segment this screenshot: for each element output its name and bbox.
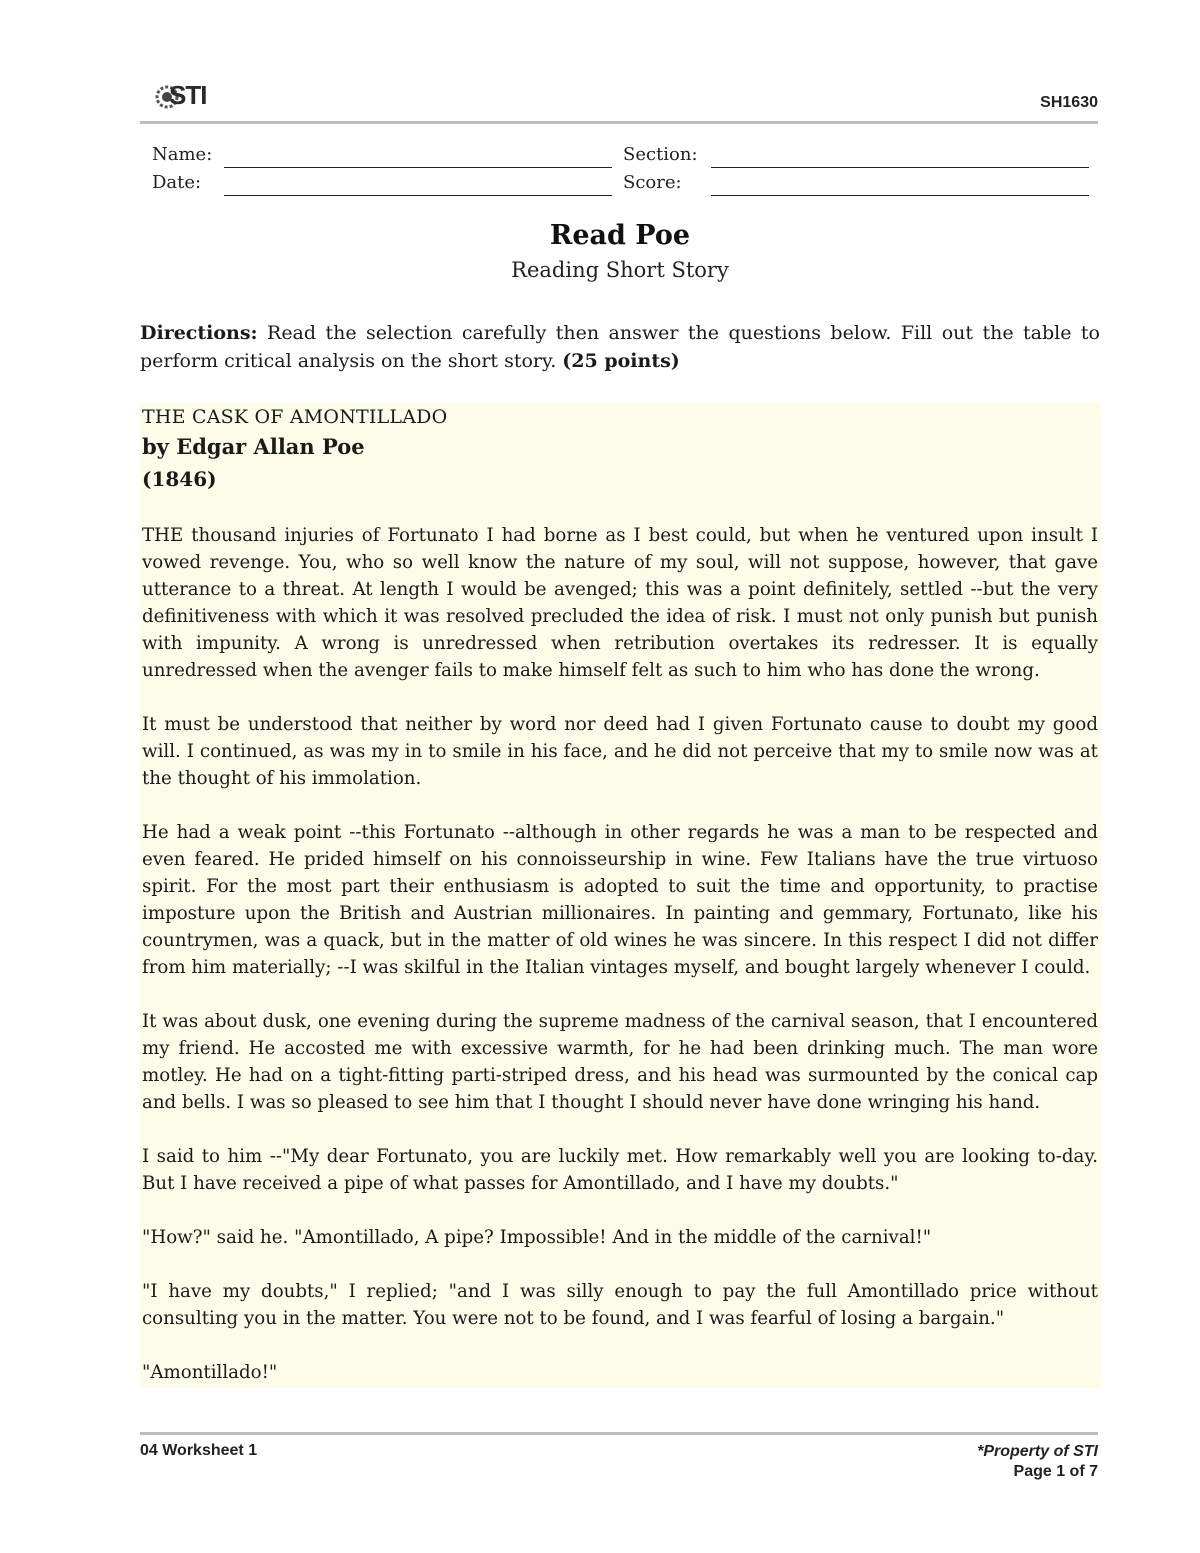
story-paragraph: It was about dusk, one evening during the supreme madness of the carnival season, that I encountered my friend. He accosted me with excessive warmth, for he had been drinking much. The man wore motley. He had on a tight-fitting parti-striped dress, and his head was surmounted by the conical cap and bells. I was so pleased to see him that I thought I should never have done wringing his hand. [142, 1011, 1098, 1113]
logo-text: STI [169, 80, 207, 110]
name-label: Name: [152, 144, 213, 165]
footer-right [977, 1442, 1098, 1482]
directions-text: Read the selection carefully then answer the questions below. Fill out the table to perform critical analysis on the short story. [140, 322, 1100, 372]
score-field[interactable] [711, 195, 1089, 196]
page-title: Read Poe [549, 220, 691, 251]
story-author: by Edgar Allan Poe [142, 434, 365, 459]
story-paragraph: "I have my doubts," I replied; "and I was silly enough to pay the full Amontillado price without consulting you in the matter. You were not to be found, and I was fearful of losing a bargain." [142, 1281, 1098, 1329]
header-rule [140, 121, 1098, 124]
sti-logo [155, 80, 225, 112]
date-field[interactable] [224, 195, 612, 196]
directions [140, 319, 1100, 375]
page-subtitle: Reading Short Story [511, 258, 729, 282]
name-field[interactable] [224, 167, 612, 168]
directions-points: (25 points) [562, 350, 680, 372]
score-label: Score: [623, 172, 682, 193]
document-code: SH1630 [1040, 94, 1098, 111]
story-paragraph: "How?" said he. "Amontillado, A pipe? Impossible! And in the middle of the carnival!" [142, 1227, 932, 1248]
footer-rule [140, 1432, 1098, 1435]
section-label: Section: [623, 144, 698, 165]
story-paragraph: THE thousand injuries of Fortunato I had borne as I best could, but when he ventured upon insult I vowed revenge. You, who so well know the nature of my soul, will not suppose, however, that gave utterance to a threat. At length I would be avenged; this was a point definitely, settled --but the very definitiveness with which it was resolved precluded the idea of risk. I must not only punish but punish with impunity. A wrong is unredressed when retribution overtakes its redresser. It is equally unredressed when the avenger fails to make himself felt as such to him who has done the wrong. [142, 525, 1098, 681]
story-year: (1846) [142, 467, 217, 491]
date-label: Date: [152, 172, 202, 193]
story-paragraph: He had a weak point --this Fortunato --although in other regards he was a man to be respected and even feared. He prided himself on his connoisseurship in wine. Few Italians have the true virtuoso spirit. For the most part their enthusiasm is adopted to suit the time and opportunity, to practise imposture upon the British and Austrian millionaires. In painting and gemmary, Fortunato, like his countrymen, was a quack, but in the matter of old wines he was sincere. In this respect I did not differ from him materially; --I was skilful in the Italian vintages myself, and bought largely whenever I could. [142, 822, 1098, 978]
story-paragraph: I said to him --"My dear Fortunato, you are luckily met. How remarkably well you are looking to-day. But I have received a pipe of what passes for Amontillado, and I have my doubts." [142, 1146, 1098, 1194]
story-paragraph: It must be understood that neither by word nor deed had I given Fortunato cause to doubt my good will. I continued, as was my in to smile in his face, and he did not perceive that my to smile now was at the thought of his immolation. [142, 714, 1098, 789]
section-field[interactable] [711, 167, 1089, 168]
directions-label: Directions: [140, 322, 258, 344]
story-title: THE CASK OF AMONTILLADO [142, 406, 448, 428]
footer-page-number: Page 1 of 7 [1013, 1463, 1098, 1480]
story-box [140, 403, 1102, 1388]
footer-worksheet-label: 04 Worksheet 1 [140, 1442, 258, 1459]
story-paragraph: "Amontillado!" [142, 1362, 278, 1383]
footer-property: *Property of STI [977, 1443, 1098, 1460]
